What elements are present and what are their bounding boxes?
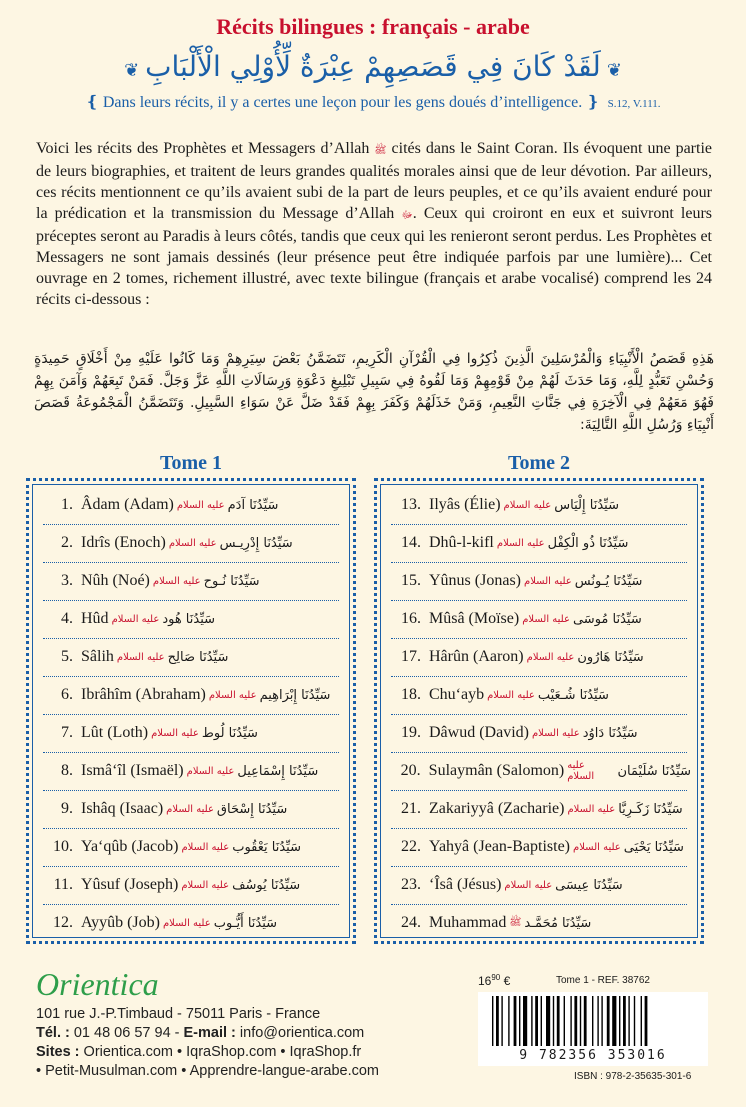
barcode-bar — [553, 996, 554, 1046]
honorific-icon: عليه السلام — [524, 575, 572, 587]
salutation-icon-2: ﷻ — [401, 210, 413, 221]
honorific-icon: عليه السلام — [176, 499, 225, 511]
item-number: 21. — [401, 800, 421, 817]
page-title: Récits bilingues : français - arabe — [216, 14, 530, 39]
item-name-fr: Dâwud (David) — [429, 724, 529, 741]
intro-text-2: cités dans le Saint Coran. Ils évoquent une partie de leurs biographies, et traitent de leurs grandes qualités morales ainsi que de leur dévotion. Par ailleurs, ces récits mentionnent ce qu’ils avaient subi de la part de leurs peuples, et ce qu’ils avaient enduré pour la prédication et la transmission du Message d’Allah — [36, 140, 713, 222]
honorific-icon: عليه السلام — [181, 841, 230, 853]
item-name-ar: سَيِّدُنَا شُـعَيْب — [537, 687, 609, 703]
list-item — [39, 867, 343, 903]
bracket-open-icon: ❴ — [85, 94, 99, 111]
item-name-ar: سَيِّدُنَا إِبْرَاهِيم — [259, 687, 331, 703]
item-name-fr: Nûh (Noé) — [81, 572, 150, 589]
item-name-ar: سَيِّدُنَا يَعْقُوب — [232, 839, 301, 855]
item-number: 3. — [61, 572, 73, 589]
tel-number: 01 48 06 57 94 - — [69, 1025, 184, 1041]
email-label: E-mail : — [183, 1025, 236, 1041]
item-name-ar: سَيِّدُنَا مُحَمَّـد — [524, 915, 592, 931]
honorific-icon: عليه السلام — [522, 613, 570, 625]
item-number: 13. — [401, 496, 421, 513]
barcode-bar — [584, 996, 587, 1046]
list-item — [39, 639, 343, 675]
barcode-bar — [619, 996, 620, 1046]
item-name-fr: Ismâ‘îl (Ismaël) — [81, 762, 184, 779]
item-name-fr: Hârûn (Aaron) — [429, 648, 524, 665]
item-name-ar: سَيِّدُنَا يُوسُف — [232, 877, 301, 893]
list-item — [39, 601, 343, 637]
honorific-icon: عليه السلام — [503, 499, 552, 511]
barcode-bar — [523, 996, 527, 1046]
honorific-icon: عليه السلام — [496, 537, 545, 549]
list-item — [39, 715, 343, 751]
item-name-ar: سَيِّدُنَا أَيُّـوب — [213, 915, 278, 931]
item-name-fr: Lût (Loth) — [81, 724, 149, 741]
list-item — [387, 563, 691, 599]
item-name-ar: سَيِّدُنَا ذُو الْكِفْل — [547, 535, 629, 551]
item-number: 5. — [61, 648, 73, 665]
item-name-fr: Âdam (Adam) — [81, 496, 174, 513]
honorific-icon: ﷺ — [509, 917, 522, 928]
item-name-fr: Sulaymân (Salomon) — [428, 762, 565, 779]
french-verse-text: Dans leurs récits, il y a certes une leçon pour les gens doués d’intelligence. — [102, 94, 583, 111]
price — [478, 973, 510, 988]
ornament-left-icon: ❦ — [124, 60, 140, 81]
list-item — [387, 867, 691, 903]
item-name-ar: سَيِّدُنَا إِسْمَاعِيل — [237, 763, 319, 779]
barcode-bar — [641, 996, 642, 1046]
item-number: 4. — [61, 610, 73, 627]
item-name-fr: Zakariyyâ (Zacharie) — [429, 800, 565, 817]
item-number: 2. — [61, 534, 73, 551]
item-name-ar: سَيِّدُنَا عِيسَى — [555, 877, 623, 893]
honorific-icon: عليه السلام — [573, 841, 621, 853]
email-address: info@orientica.com — [235, 1025, 365, 1041]
item-name-fr: Ya‘qûb (Jacob) — [81, 838, 179, 855]
list-item — [387, 905, 691, 941]
item-name-fr: Ishâq (Isaac) — [81, 800, 164, 817]
item-number: 6. — [61, 686, 73, 703]
honorific-icon: عليه السلام — [168, 537, 217, 549]
item-name-fr: Ilyâs (Élie) — [429, 496, 501, 513]
item-number: 23. — [401, 876, 421, 893]
list-item — [387, 791, 691, 827]
tome-2-title: Tome 2 — [508, 452, 571, 474]
list-item — [387, 753, 691, 789]
item-name-fr: ‘Îsâ (Jésus) — [429, 876, 502, 893]
barcode-bar — [601, 996, 602, 1046]
sites-line — [36, 1044, 361, 1060]
barcode-bar — [541, 996, 542, 1046]
barcode-bar — [496, 996, 499, 1046]
price-cents: 90 — [491, 973, 501, 982]
honorific-icon: عليه السلام — [526, 651, 575, 663]
item-name-fr: Ayyûb (Job) — [81, 914, 160, 931]
item-name-ar: سَيِّدُنَا هَارُون — [577, 649, 644, 665]
item-number: 14. — [401, 534, 421, 551]
verse-reference: S.12, V.111. — [607, 98, 661, 110]
isbn: ISBN : 978-2-35635-301-6 — [574, 1071, 692, 1082]
price-currency: € — [500, 974, 511, 988]
arabic-verse-text: لَقَدْ كَانَ فِي قَصَصِهِمْ عِبْرَةٌ لِّأُوْلِي الْأَلْبَابِ — [145, 50, 601, 83]
barcode-bar — [519, 996, 520, 1046]
french-verse — [0, 92, 746, 112]
barcode-bar — [531, 996, 532, 1046]
item-name-fr: Chu‘ayb — [429, 686, 485, 703]
honorific-icon: عليه السلام — [116, 651, 165, 663]
list-item — [387, 639, 691, 675]
item-name-fr: Ibrâhîm (Abraham) — [81, 686, 206, 703]
honorific-icon: عليه السلام — [111, 613, 160, 625]
item-name-ar: سَيِّدُنَا إِسْحَاق — [216, 801, 288, 817]
sites-line-2: • Petit-Musulman.com • Apprendre-langue-arabe.com — [36, 1063, 380, 1079]
barcode-bar — [623, 996, 626, 1046]
tel-label: Tél. : — [36, 1025, 70, 1041]
item-number: 7. — [61, 724, 73, 741]
barcode-bar — [546, 996, 550, 1046]
barcode-bar — [564, 996, 565, 1046]
list-item — [39, 829, 343, 865]
honorific-icon: عليه السلام — [151, 727, 199, 739]
barcode-bar — [535, 996, 538, 1046]
contact-line — [36, 1025, 364, 1041]
item-name-ar: سَيِّدُنَا يُـونُس — [574, 573, 643, 589]
item-number: 22. — [401, 838, 421, 855]
intro-paragraph — [36, 138, 712, 310]
honorific-icon: عليه السلام — [152, 575, 201, 587]
item-name-fr: Dhû-l-kifl — [429, 534, 494, 551]
item-number: 15. — [401, 572, 421, 589]
list-item — [39, 753, 343, 789]
list-item — [387, 715, 691, 751]
item-number: 16. — [401, 610, 421, 627]
price-main: 16 — [478, 974, 492, 988]
item-number: 1. — [61, 496, 73, 513]
item-name-ar: سَيِّدُنَا هُود — [162, 611, 216, 627]
item-number: 24. — [401, 914, 421, 931]
ornament-right-icon: ❦ — [606, 60, 622, 81]
list-item — [39, 677, 343, 713]
item-number: 20. — [400, 762, 421, 779]
list-item — [39, 563, 343, 599]
list-item — [387, 829, 691, 865]
honorific-icon: عليه السلام — [531, 727, 580, 739]
item-number: 18. — [401, 686, 421, 703]
intro-text-3: . Ceux qui croiront en eux et suivront leurs préceptes seront au Paradis à leurs côtés, tandis que ceux qui les renieront seront perdus. Les Prophètes et Messagers ne sont jamais dessinés (leur présence peut être indiquée parfois par une lumière)... Cet ouvrage en 2 tomes, richement illustré, avec texte bilingue (français et arabe vocalisé) comprend les 24 récits ci-dessous : — [36, 205, 712, 308]
item-name-ar: سَيِّدُنَا زَكَـرِيَّا — [618, 801, 683, 817]
honorific-icon: عليه السلام — [567, 803, 616, 815]
list-item — [387, 525, 691, 561]
barcode-bar — [612, 996, 616, 1046]
tome-2-list — [374, 478, 704, 944]
honorific-icon: عليه السلام — [504, 879, 553, 891]
barcode-bar — [597, 996, 598, 1046]
list-item — [39, 905, 343, 941]
barcode-bar — [514, 996, 517, 1046]
honorific-icon: عليه السلام — [186, 765, 235, 777]
barcode-bar — [628, 996, 629, 1046]
item-name-ar: سَيِّدُنَا لُوط — [201, 725, 258, 741]
item-name-fr: Muhammad — [429, 914, 507, 931]
item-name-ar: سَيِّدُنَا دَاوُد — [582, 725, 638, 741]
item-name-ar: سَيِّدُنَا صَالِح — [167, 649, 229, 665]
item-number: 9. — [61, 800, 73, 817]
barcode — [478, 992, 708, 1066]
item-name-fr: Sâlih — [81, 648, 114, 665]
sites-label: Sites : — [36, 1044, 80, 1060]
item-number: 17. — [401, 648, 421, 665]
salutation-icon: ﷺ — [374, 145, 387, 156]
list-item — [387, 487, 691, 523]
tome-1-title: Tome 1 — [160, 452, 223, 474]
item-name-fr: Yûsuf (Joseph) — [81, 876, 179, 893]
honorific-icon: عليه السلام — [181, 879, 230, 891]
item-name-ar: سَيِّدُنَا يَحْيَى — [623, 839, 684, 855]
item-name-ar: سَيِّدُنَا إِدْرِيـس — [219, 535, 293, 551]
barcode-bar — [580, 996, 581, 1046]
arabic-verse — [0, 50, 746, 83]
list-item — [387, 677, 691, 713]
barcode-bar — [645, 996, 648, 1046]
item-name-fr: Mûsâ (Moïse) — [429, 610, 520, 627]
arabic-intro-paragraph: هَذِهِ قَصَصُ الْأَنْبِيَاءِ وَالْمُرْسَلِينَ الَّذِينَ ذُكِرُوا فِي الْقُرْآنِ الْكَرِيمِ، تَتَضَمَّنُ بَعْضَ سِيَرِهِمْ وَمَا كَانُوا عَلَيْهِ مِنْ أَخْلَاقٍ حَمِيدَةٍ وَحُسْنِ تَعَبُّدٍ لِلَّهِ، وَمَا حَدَثَ لَهُمْ مِنْ قَوْمِهِمْ وَمَا لَقُوهُ فِي سَبِيلِ تَبْلِيغِ دَعْوَةِ وَرِسَالَاتِ اللَّهِ عَزَّ وَجَلَّ. فَمَنْ تَبِعَهُمْ وَآمَنَ بِهِمْ فَهُوَ مَعَهُمْ فِي الْآخِرَةِ فِي جَنَّاتِ النَّعِيمِ، وَمَنْ خَذَلَهُمْ وَكَفَرَ بِهِمْ فَقَدْ ضَلَّ عَنْ سَوَاءِ السَّبِيلِ. وَتَتَضَمَّنُ الْمَجْمُوعَةُ قَصَصَ أَنْبِيَاءِ وَرُسُلِ اللَّهِ التَّالِيَةَ: — [34, 351, 714, 433]
item-name-fr: Yahyâ (Jean-Baptiste) — [429, 838, 571, 855]
tome-1-list — [26, 478, 356, 944]
item-name-ar: سَيِّدُنَا نُـوح — [203, 573, 260, 589]
honorific-icon: عليه السلام — [208, 689, 257, 701]
sites-list: Orientica.com • IqraShop.com • IqraShop.fr — [79, 1044, 362, 1060]
item-name-fr: Yûnus (Jonas) — [429, 572, 521, 589]
item-name-fr: Hûd — [81, 610, 109, 627]
barcode-bar — [492, 996, 493, 1046]
orientica-logo: Orientica — [36, 966, 159, 1002]
item-name-ar: سَيِّدُنَا إِلْيَاس — [554, 497, 619, 513]
barcode-bar — [501, 996, 502, 1046]
item-name-ar: سَيِّدُنَا سُلَيْمَان — [617, 763, 691, 779]
item-number: 11. — [53, 876, 73, 893]
barcode-bar — [634, 996, 635, 1046]
barcode-bar — [607, 996, 610, 1046]
item-number: 19. — [401, 724, 421, 741]
honorific-icon: عليه السلام — [567, 760, 595, 782]
list-item — [39, 791, 343, 827]
barcode-bar — [592, 996, 593, 1046]
barcode-digits: 9 782356 353016 — [519, 1048, 667, 1063]
address: 101 rue J.-P.Timbaud - 75011 Paris - France — [36, 1006, 321, 1022]
list-item — [39, 487, 343, 523]
barcode-bar — [508, 996, 509, 1046]
honorific-icon: عليه السلام — [487, 689, 535, 701]
barcode-bar — [570, 996, 571, 1046]
item-name-fr: Idrîs (Enoch) — [81, 534, 166, 551]
item-number: 12. — [53, 914, 73, 931]
item-number: 10. — [53, 838, 73, 855]
item-name-ar: سَيِّدُنَا مُوسَى — [572, 611, 642, 627]
item-name-ar: سَيِّدُنَا آدَم — [227, 497, 279, 513]
list-item — [39, 525, 343, 561]
barcode-bar — [574, 996, 577, 1046]
list-item — [387, 601, 691, 637]
barcode-bars-icon — [492, 996, 698, 1046]
honorific-icon: عليه السلام — [162, 917, 211, 929]
intro-text-1: Voici les récits des Prophètes et Messagers d’Allah — [36, 140, 370, 157]
tome-reference: Tome 1 - REF. 38762 — [556, 975, 650, 986]
item-number: 8. — [61, 762, 73, 779]
bracket-close-icon: ❵ — [586, 94, 600, 111]
barcode-bar — [557, 996, 560, 1046]
honorific-icon: عليه السلام — [166, 803, 214, 815]
